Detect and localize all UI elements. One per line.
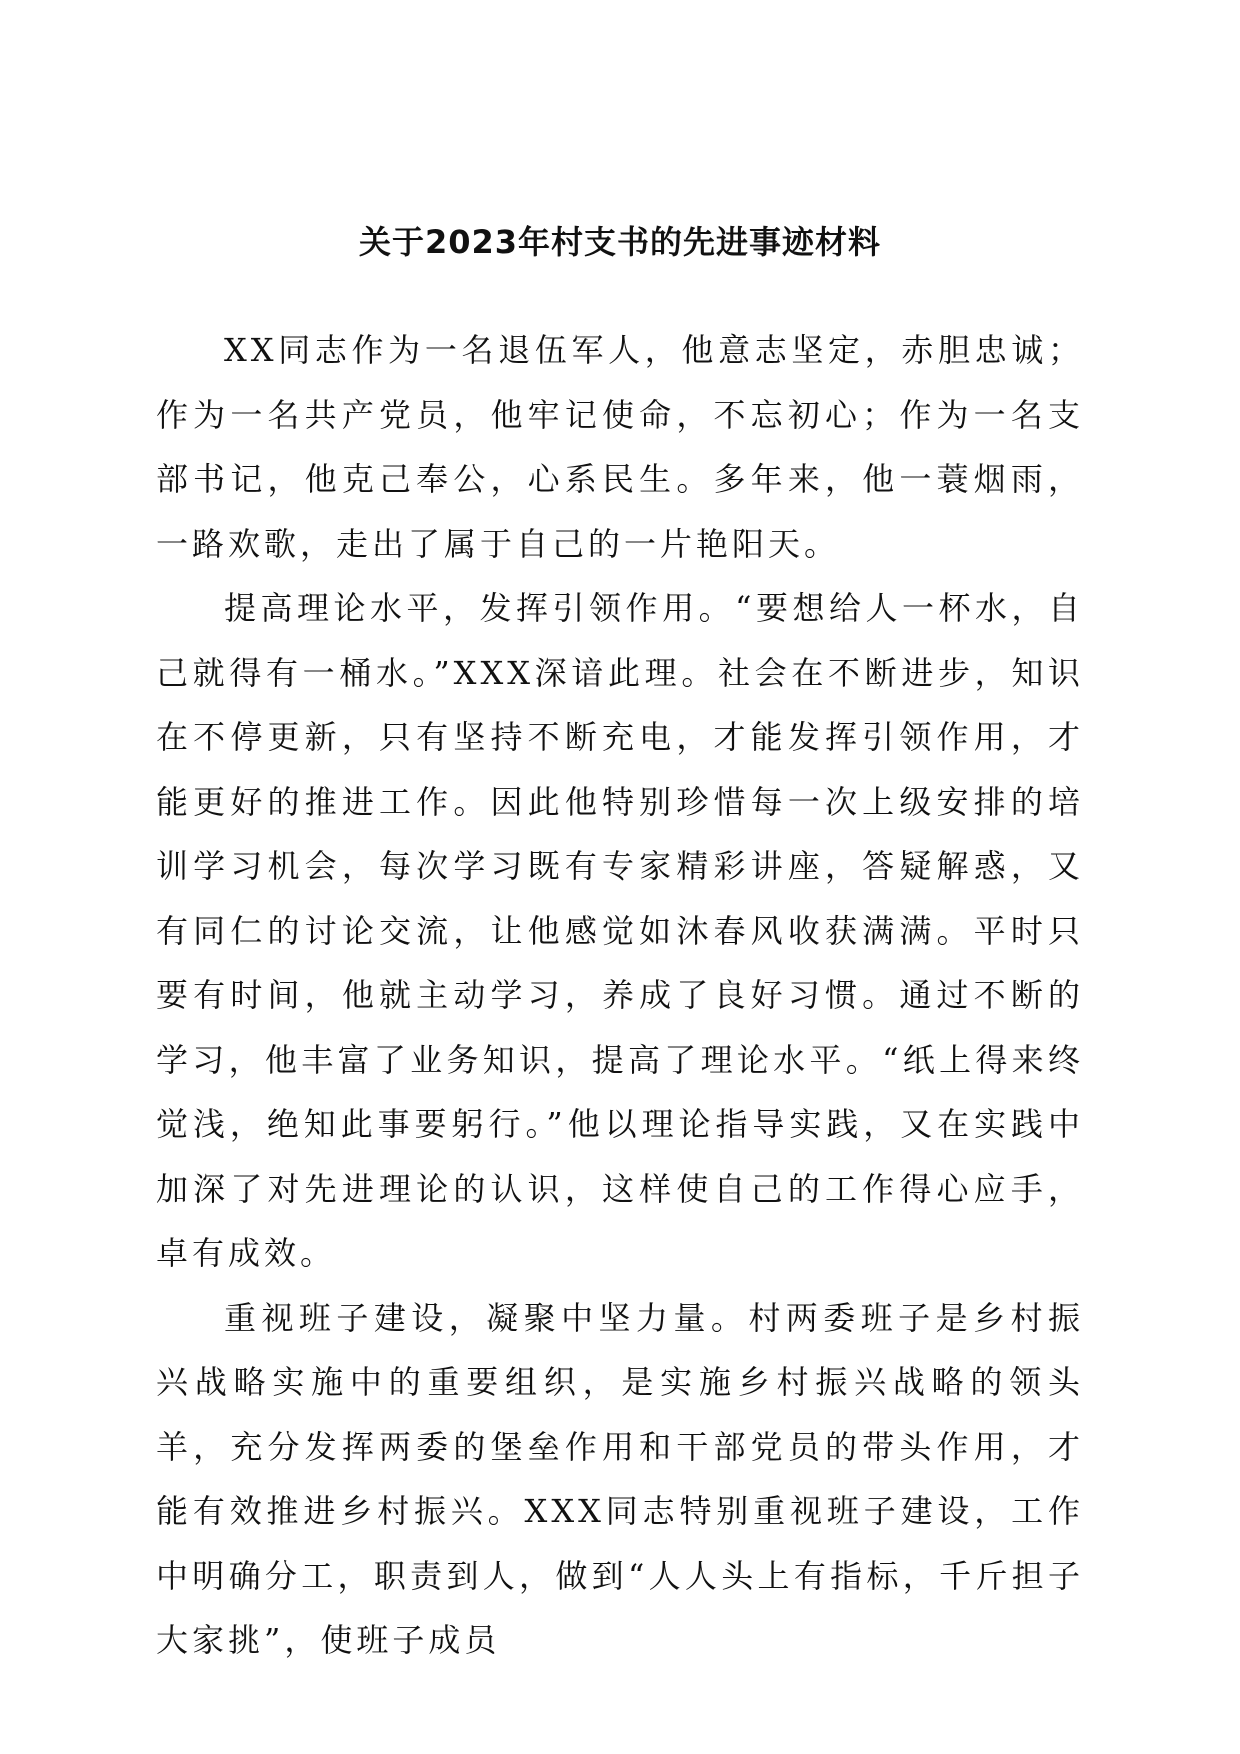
paragraph-team-building: 重视班子建设，凝聚中坚力量。村两委班子是乡村振兴战略实施中的重要组织，是实施乡村振兴战略的领头羊，充分发挥两委的堡垒作用和干部党员的带头作用，才能有效推进乡村振兴。XXX同志特别重视班子建设，工作中明确分工，职责到人，做到“人人头上有指标，千斤担子大家挑”，使班子成员: [156, 1298, 1084, 1659]
document-title: 关于2023年村支书的先进事迹材料: [358, 223, 882, 261]
paragraph-theory: 提高理论水平，发挥引领作用。“要想给人一杯水，自己就得有一桶水。”XXX深谙此理。社会在不断进步，知识在不停更新，只有坚持不断充电，才能发挥引领作用，才能更好的推进工作。因此他特别珍惜每一次上级安排的培训学习机会，每次学习既有专家精彩讲座，答疑解惑，又有同仁的讨论交流，让他感觉如沐春风收获满满。平时只要有时间，他就主动学习，养成了良好习惯。通过不断的学习，他丰富了业务知识，提高了理论水平。“纸上得来终觉浅，绝知此事要躬行。”他以理论指导实践，又在实践中加深了对先进理论的认识，这样使自己的工作得心应手，卓有成效。: [156, 589, 1084, 1272]
document-body: [156, 318, 1084, 1673]
paragraph-intro: XX同志作为一名退伍军人，他意志坚定，赤胆忠诚；作为一名共产党员，他牢记使命，不忘初心；作为一名支部书记，他克己奉公，心系民生。多年来，他一蓑烟雨，一路欢歌，走出了属于自己的一片艳阳天。: [156, 331, 1084, 563]
